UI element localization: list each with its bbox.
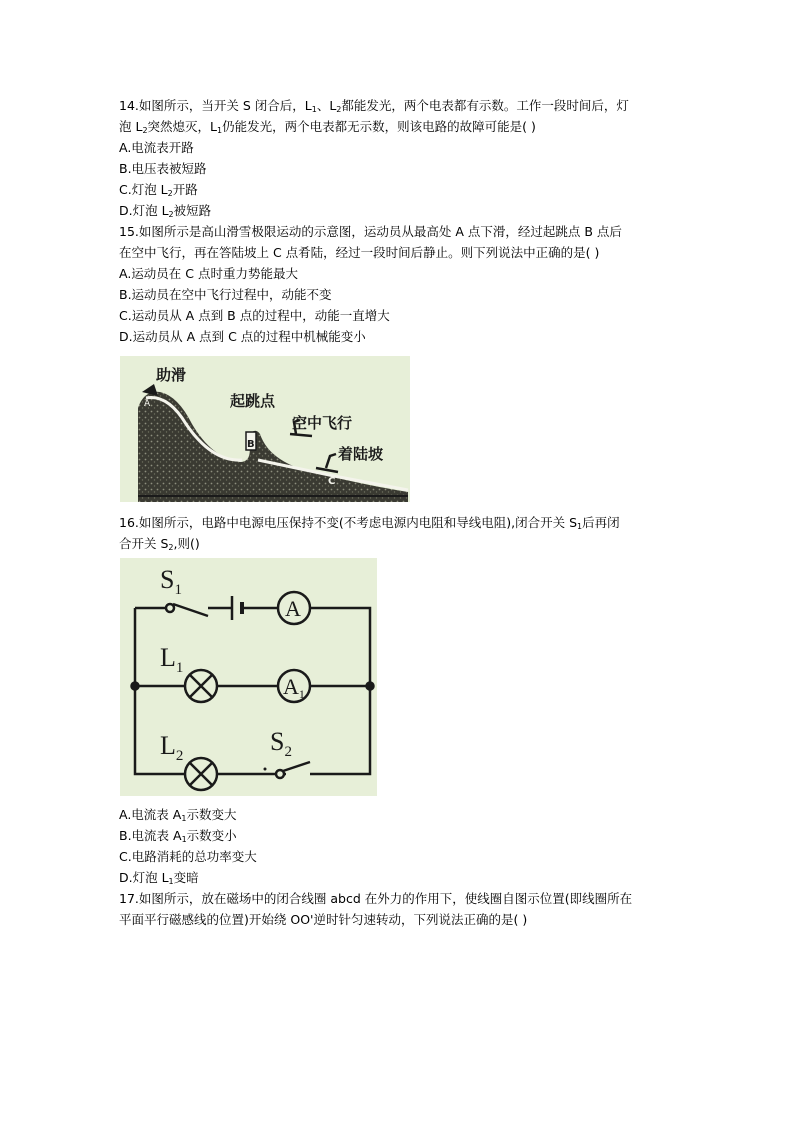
ski-jump-figure: [120, 356, 410, 502]
q16-option-d: D.灯泡 $L_1$变暗: [119, 870, 199, 886]
q17-stem-line1: 17.如图所示，放在磁场中的闭合线圈 abcd 在外力的作用下，使线圈自图示位置(即线圈所在: [119, 891, 633, 906]
q14-option-c: C.灯泡 $L_2$开路: [119, 182, 198, 198]
label-zhuhua: 助滑: [156, 366, 187, 384]
label-ammeter-a1: A1: [283, 674, 305, 701]
label-kongzhong: 空中飞行: [292, 414, 353, 432]
ski-jump-drawing: [120, 356, 410, 502]
junction-left: [132, 683, 139, 690]
q16-stem-line2: 合开关 $S_2$,则(): [119, 536, 200, 552]
point-b: B: [247, 439, 255, 450]
q15-option-c: C.运动员从 A 点到 B 点的过程中，动能一直增大: [119, 308, 390, 323]
q16-option-a: A.电流表 $A_1$示数变大: [119, 807, 237, 823]
label-l2: $L_2$: [160, 731, 184, 764]
circuit-diagram: [120, 558, 377, 796]
label-s1: $S_1$: [160, 565, 182, 598]
q16-option-c: C.电路消耗的总功率变大: [119, 849, 257, 864]
q15-option-a: A.运动员在 C 点时重力势能最大: [119, 266, 298, 281]
wire-right: [310, 608, 370, 774]
label-ammeter-a: A: [285, 596, 301, 621]
q14-option-a: A.电流表开路: [119, 140, 194, 155]
q16-stem-line1: 16.如图所示，电路中电源电压保持不变(不考虑电源内电阻和导线电阻),闭合开关 $S_1$后再闭: [119, 515, 620, 531]
point-a: A: [144, 399, 151, 409]
q14-option-d: D.灯泡 $L_2$被短路: [119, 203, 212, 219]
q15-option-d: D.运动员从 A 点到 C 点的过程中机械能变小: [119, 329, 366, 344]
label-s2: $S_2$: [270, 727, 292, 760]
landing-skier-icon: [316, 454, 338, 472]
q14-option-b: B.电压表被短路: [119, 161, 207, 176]
q15-option-b: B.运动员在空中飞行过程中，动能不变: [119, 287, 332, 302]
point-c: C: [328, 476, 336, 487]
q17-stem-line2: 平面平行磁感线的位置)开始绕 OO'逆时针匀速转动，下列说法正确的是( ): [119, 912, 528, 927]
q15-stem-line1: 15.如图所示是高山滑雪极限运动的示意图，运动员从最高处 A 点下滑，经过起跳点 B 点后: [119, 224, 622, 239]
q14-stem-line2: 泡 $L_2$突然熄灭，$L_1$仍能发光，两个电表都无示数，则该电路的故障可能是( ): [119, 119, 536, 135]
junction-right: [367, 683, 374, 690]
label-l1: $L_1$: [160, 643, 184, 676]
label-zhuolu: 着陆坡: [338, 445, 384, 463]
q14-stem-line1: 14.如图所示，当开关 S 闭合后，$L_1$、$L_2$都能发光，两个电表都有示数。工作一段时间后，灯: [119, 98, 629, 114]
s2-contact-left: [276, 770, 284, 778]
label-qitiao: 起跳点: [230, 392, 276, 410]
q16-option-b: B.电流表 $A_1$示数变小: [119, 828, 237, 844]
circuit-figure: [120, 558, 377, 796]
q15-stem-line2: 在空中飞行，再在答陆坡上 C 点肴陆，经过一段时间后静止。则下列说法中正确的是( ): [119, 245, 600, 260]
s2-lever: [283, 762, 310, 771]
s1-lever: [173, 604, 208, 616]
